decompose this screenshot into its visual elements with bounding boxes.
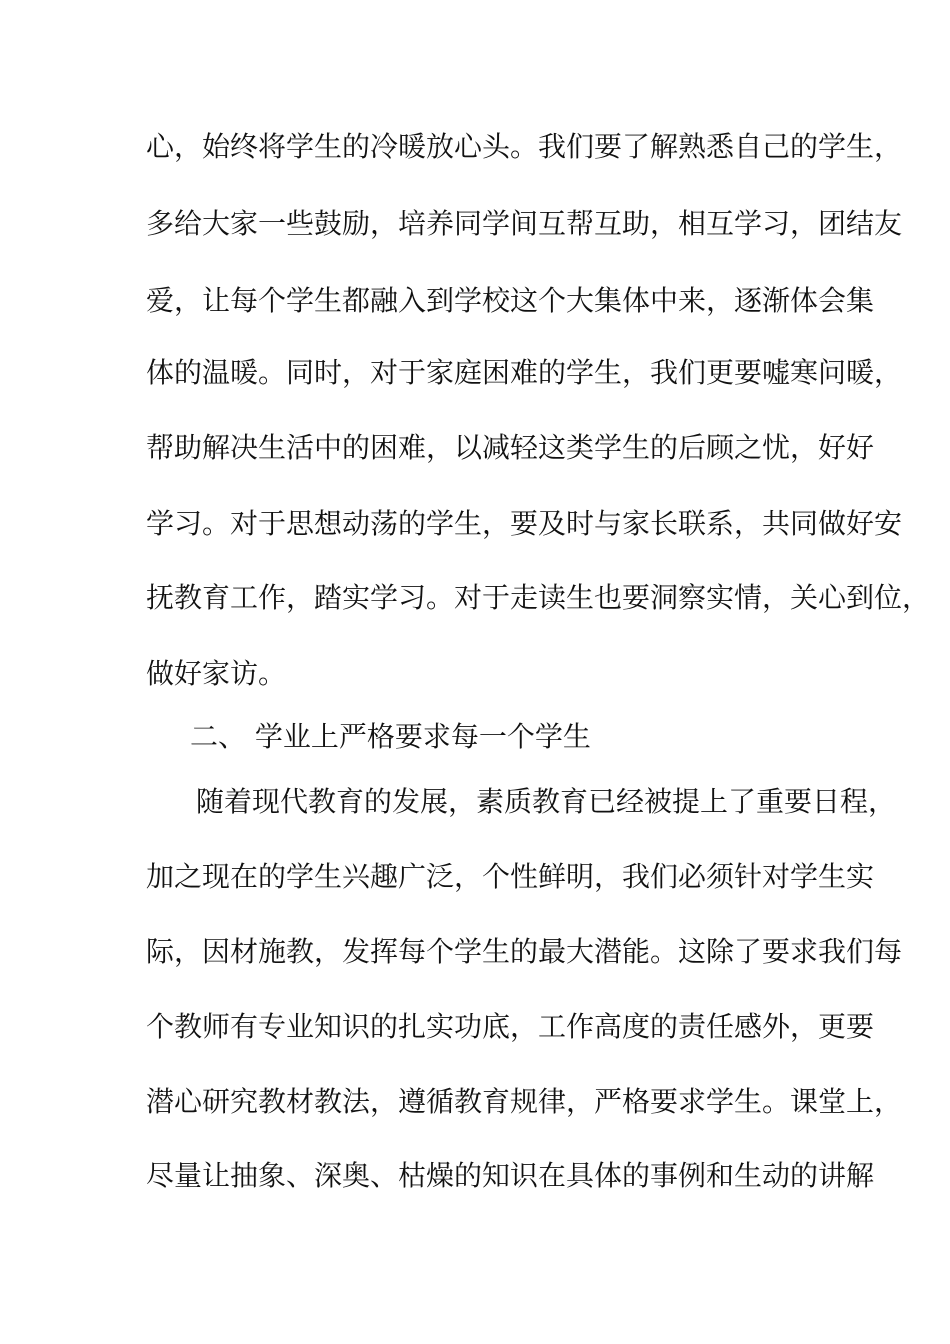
- paragraph-line: 加之现在的学生兴趣广泛，个性鲜明，我们必须针对学生实: [146, 860, 875, 893]
- paragraph-line: 抚教育工作，踏实学习。对于走读生也要洞察实情，关心到位，: [146, 581, 931, 614]
- paragraph-line: 随着现代教育的发展，素质教育已经被提上了重要日程，: [196, 785, 897, 818]
- paragraph-line: 个教师有专业知识的扎实功底，工作高度的责任感外，更要: [146, 1010, 875, 1043]
- paragraph-line: 际，因材施教，发挥每个学生的最大潜能。这除了要求我们每: [146, 935, 903, 968]
- paragraph-line: 潜心研究教材教法，遵循教育规律，严格要求学生。课堂上，: [146, 1085, 903, 1118]
- paragraph-line: 爱，让每个学生都融入到学校这个大集体中来，逐渐体会集: [146, 284, 875, 317]
- paragraph-line: 做好家访。: [146, 657, 287, 690]
- paragraph-line: 尽量让抽象、深奥、枯燥的知识在具体的事例和生动的讲解: [146, 1159, 875, 1192]
- paragraph-line: 体的温暖。同时，对于家庭困难的学生，我们更要嘘寒问暖，: [146, 356, 903, 389]
- section-heading: 二、 学业上严格要求每一个学生: [190, 720, 591, 753]
- paragraph-line: 多给大家一些鼓励，培养同学间互帮互助，相互学习，团结友: [146, 207, 903, 240]
- paragraph-line: 帮助解决生活中的困难，以减轻这类学生的后顾之忧，好好: [146, 431, 875, 464]
- paragraph-line: 心，始终将学生的冷暖放心头。我们要了解熟悉自己的学生，: [146, 130, 903, 163]
- paragraph-line: 学习。对于思想动荡的学生，要及时与家长联系，共同做好安: [146, 507, 903, 540]
